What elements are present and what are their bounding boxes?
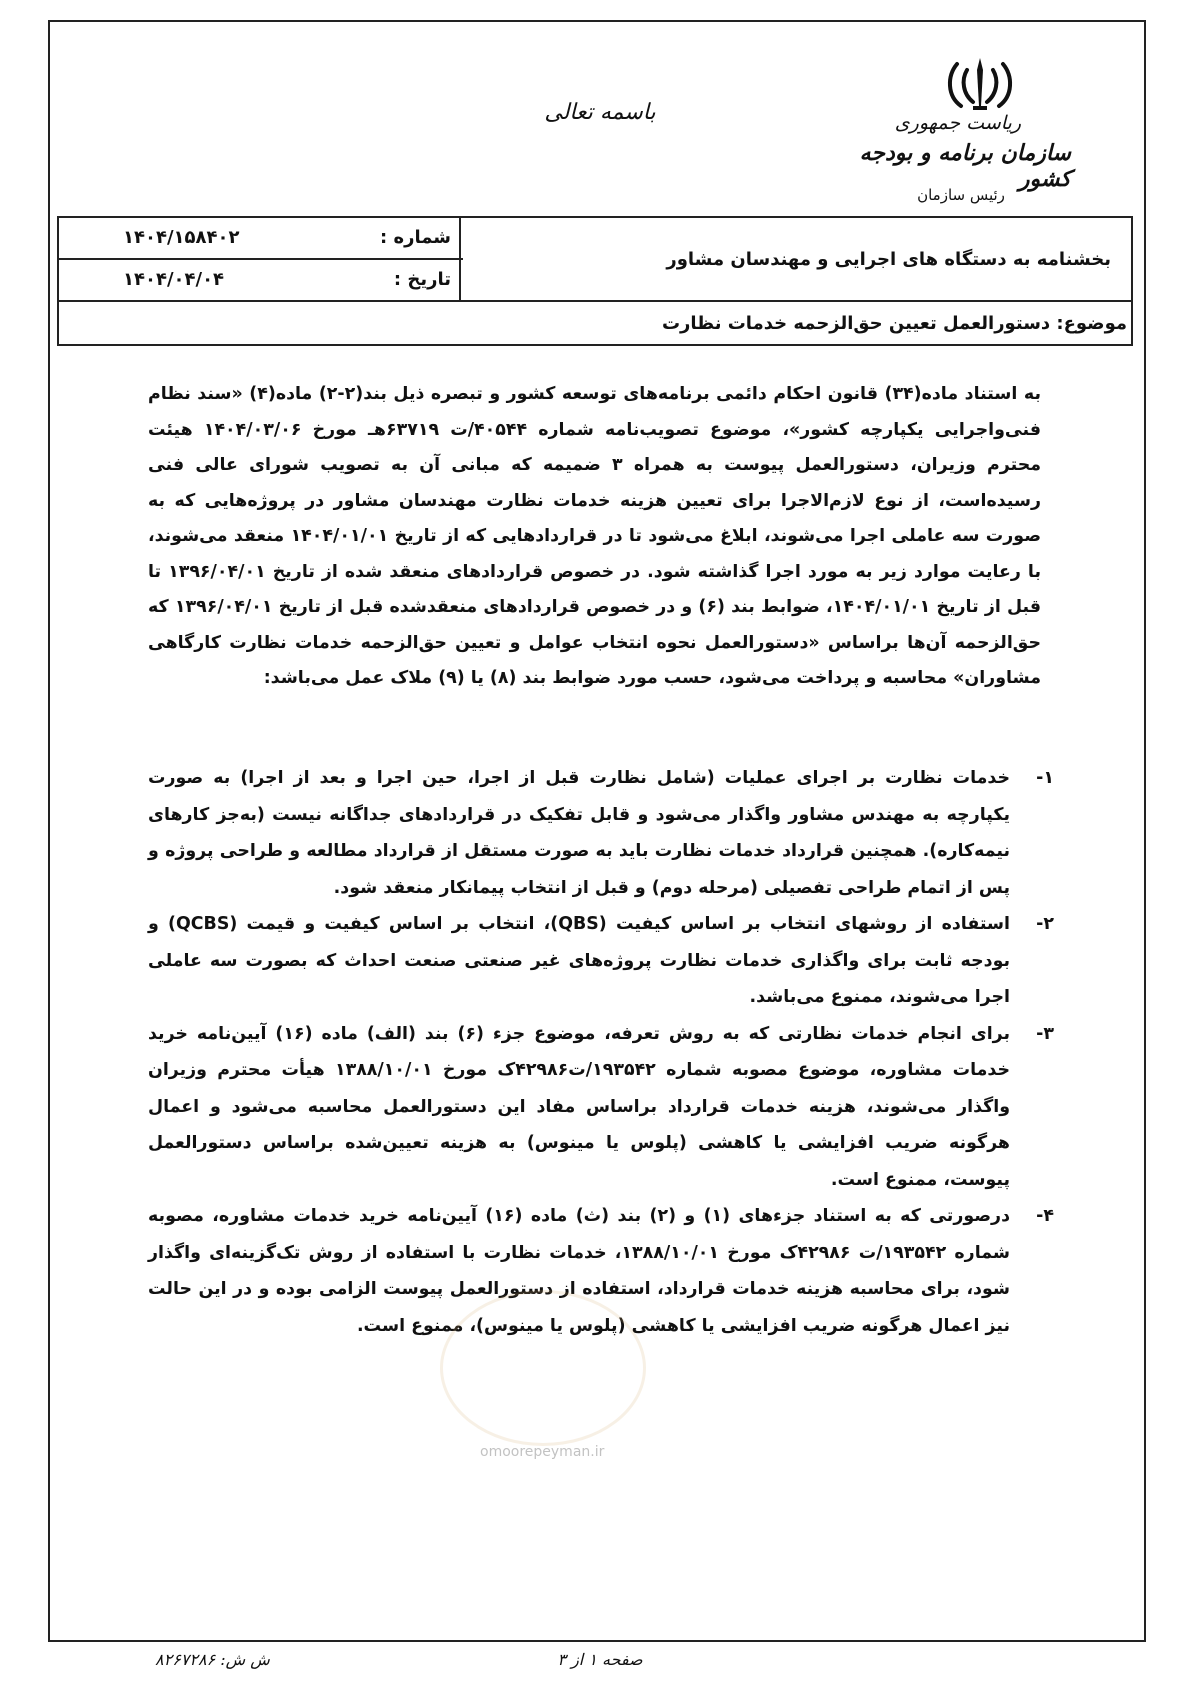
org-line-presidency: ریاست جمهوری	[894, 112, 1021, 134]
org-line-head: رئیس سازمان	[917, 186, 1005, 204]
list-item	[148, 1016, 1054, 1199]
number-row	[59, 218, 463, 260]
item-text: استفاده از روشهای انتخاب بر اساس کیفیت (QBS)، انتخاب بر اساس کیفیت و قیمت (QCBS) و بودجه ثابت برای واگذاری خدمات نظارت پروژه‌های غیر صنعتی صنعت احداث که بصورت سه عاملی اجرا می‌شوند، ممنوع می‌باشد.	[148, 914, 1010, 1007]
item-number: ۱-	[1036, 768, 1054, 788]
item-number: ۳-	[1036, 1023, 1054, 1044]
item-text: خدمات نظارت بر اجرای عملیات (شامل نظارت قبل از اجرا، حین اجرا و بعد از اجرا) به صورت یکپارچه به مهندس مشاور واگذار می‌شود و قابل تفکیک در قراردادهای جداگانه نیست (به‌جز کارهای نیمه‌کاره). همچنین قرارداد خدمات نظارت باید به صورت مستقل از قرارداد مطالعه و طراحی پروژه و پس از اتمام طراحی تفصیلی (مرحله دوم) و قبل از انتخاب پیمانکار منعقد شود.	[148, 768, 1010, 898]
list-item	[148, 906, 1054, 1016]
watermark-seal	[440, 1290, 646, 1446]
date-value: ۱۴۰۴/۰۴/۰۴	[123, 269, 225, 290]
iran-emblem-icon	[945, 56, 1015, 112]
watermark-text: omoorepeyman.ir	[480, 1444, 605, 1460]
list-item	[148, 760, 1054, 906]
numbered-items	[148, 760, 1054, 1344]
recipient: بخشنامه به دستگاه های اجرایی و مهندسان مشاور	[459, 218, 1131, 302]
number-label: شماره :	[380, 227, 451, 248]
document-code: ش ش: ۸۲۶۷۲۸۶	[155, 1650, 270, 1669]
intro-paragraph: به استناد ماده(۳۴) قانون احکام دائمی برنامه‌های توسعه کشور و تبصره ذیل بند(۲-۲) ماده(۴) «سند نظام فنی‌واجرایی یکپارچه کشور»، موضوع تصویب‌نامه شماره ۴۰۵۴۴/ت ۶۳۷۱۹هـ مورخ ۱۴۰۴/۰۳/۰۶ هیئت محترم وزیران، دستورالعمل پیوست به همراه ۳ ضمیمه که مبانی آن به تصویب شورای عالی فنی رسیده‌است، از نوع لازم‌الاجرا برای تعیین هزینه خدمات نظارت مهندسان مشاور در پروژه‌هایی که به صورت سه عاملی اجرا می‌شوند، ابلاغ می‌شود تا در قراردادهایی که از تاریخ ۱۴۰۴/۰۱/۰۱ منعقد می‌شوند، با رعایت موارد زیر به مورد اجرا گذاشته شود. در خصوص قراردادهای منعقد شده از تاریخ ۱۳۹۶/۰۴/۰۱ تا قبل از تاریخ ۱۴۰۴/۰۱/۰۱، ضوابط بند (۶) و در خصوص قراردادهای منعقدشده قبل از تاریخ ۱۳۹۶/۰۴/۰۱ که حق‌الزحمه آن‌ها براساس «دستورالعمل نحوه انتخاب عوامل و تعیین حق‌الزحمه خدمات نظارت کارگاهی مشاوران» محاسبه و پرداخت می‌شود، حسب مورد ضوابط بند (۸) یا (۹) ملاک عمل می‌باشد:	[148, 384, 1042, 688]
header-meta	[59, 218, 463, 302]
item-number: ۴-	[1036, 1206, 1054, 1226]
subject-line: موضوع: دستورالعمل تعیین حق‌الزحمه خدمات نظارت	[661, 312, 1127, 334]
item-text: درصورتی که به استناد جزءهای (۱) و (۲) بند (ث) ماده (۱۶) آیین‌نامه خرید خدمات مشاوره، مصوبه شماره ۱۹۳۵۴۲/ت ۴۲۹۸۶ک مورخ ۱۳۸۸/۱۰/۰۱، خدمات نظارت با استفاده از روش تک‌گزینه‌ای واگذار شود، برای محاسبه هزینه خدمات قرارداد، استفاده از دستورالعمل پیوست الزامی بوده و در این حالت نیز اعمال هرگونه ضریب افزایشی یا کاهشی (پلوس یا مینوس)، ممنوع است.	[148, 1206, 1010, 1336]
date-label: تاریخ :	[393, 269, 451, 290]
date-row	[59, 260, 463, 302]
org-line-organization: سازمان برنامه و بودجه کشور	[859, 140, 1071, 192]
number-value: ۱۴۰۴/۱۵۸۴۰۲	[123, 227, 240, 248]
header-table	[57, 216, 1133, 346]
item-number: ۲-	[1036, 914, 1054, 934]
page-number: صفحه ۱ از ۳	[557, 1650, 643, 1669]
invocation: باسمه تعالی	[544, 100, 656, 125]
item-text: برای انجام خدمات نظارتی که به روش تعرفه، موضوع جزء (۶) بند (الف) ماده (۱۶) آیین‌نامه خرید خدمات مشاوره، موضوع مصوبه شماره ۱۹۳۵۴۲/ت۴۲۹۸۶ک مورخ ۱۳۸۸/۱۰/۰۱ هیأت محترم وزیران واگذار می‌شوند، هزینه خدمات قرارداد براساس مفاد این دستورالعمل محاسبه می‌شود و اعمال هرگونه ضریب افزایشی یا کاهشی (پلوس یا مینوس) به هزینه تعیین‌شده براساس دستورالعمل پیوست، ممنوع است.	[148, 1023, 1010, 1190]
